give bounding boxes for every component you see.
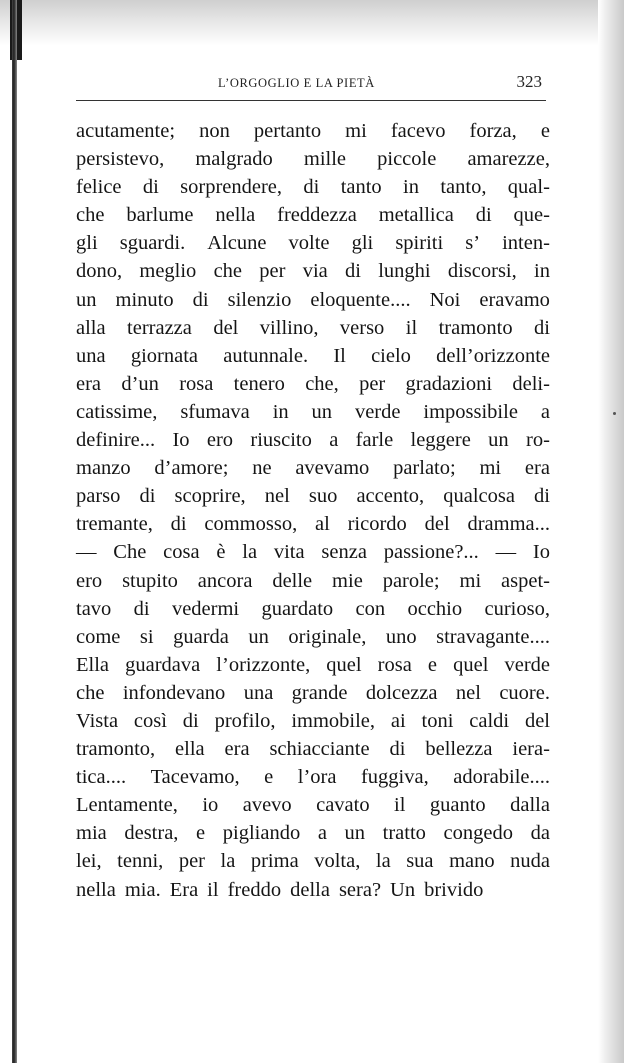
text-line: definire... Io ero riuscito a farle leggere un ro- xyxy=(76,429,550,452)
text-line: tremante, di commosso, al ricordo del dramma... xyxy=(76,513,550,536)
text-line: ero stupito ancora delle mie parole; mi aspet- xyxy=(76,569,550,592)
text-line: dono, meglio che per via di lunghi discorsi, in xyxy=(76,260,550,283)
text-line: — Che cosa è la vita senza passione?... — Io xyxy=(76,541,550,564)
text-line: manzo d’amore; ne avevamo parlato; mi era xyxy=(76,457,550,480)
text-line: persistevo, malgrado mille piccole amarezze, xyxy=(76,148,550,171)
text-line: felice di sorprendere, di tanto in tanto, qual- xyxy=(76,176,550,199)
text-line: che barlume nella freddezza metallica di que- xyxy=(76,204,550,227)
page-number: 323 xyxy=(516,72,542,91)
running-header xyxy=(76,70,546,100)
text-line: parso di scoprire, nel suo accento, qualcosa di xyxy=(76,485,550,508)
scan-speck xyxy=(613,412,616,415)
text-line: era d’un rosa tenero che, per gradazioni deli- xyxy=(76,372,550,395)
text-line: alla terrazza del villino, verso il tramonto di xyxy=(76,316,550,339)
text-line: un minuto di silenzio eloquente.... Noi eravamo xyxy=(76,288,550,311)
text-line: come si guarda un originale, uno stravagante.... xyxy=(76,625,550,648)
text-line: mia destra, e pigliando a un tratto congedo da xyxy=(76,822,550,845)
text-line: tavo di vedermi guardato con occhio curioso, xyxy=(76,597,550,620)
text-line: Lentamente, io avevo cavato il guanto dalla xyxy=(76,794,550,817)
binding-edge xyxy=(12,0,17,1063)
text-line: Vista così di profilo, immobile, ai toni caldi del xyxy=(76,709,550,732)
text-line: tica.... Tacevamo, e l’ora fuggiva, adorabile.... xyxy=(76,766,550,789)
text-line: gli sguardi. Alcune volte gli spiriti s’ inten- xyxy=(76,232,550,255)
running-title: L’ORGOGLIO E LA PIETÀ xyxy=(218,76,375,90)
text-line: che infondevano una grande dolcezza nel cuore. xyxy=(76,681,550,704)
text-line: nella mia. Era il freddo della sera? Un brivido xyxy=(76,878,484,901)
text-line: lei, tenni, per la prima volta, la sua mano nuda xyxy=(76,850,550,873)
text-line: catissime, sfumava in un verde impossibile a xyxy=(76,400,550,423)
text-line: acutamente; non pertanto mi facevo forza, e xyxy=(76,120,550,142)
text-line: tramonto, ella era schiacciante di bellezza iera- xyxy=(76,738,550,761)
body-text xyxy=(76,117,550,904)
text-line: una giornata autunnale. Il cielo dell’orizzonte xyxy=(76,344,550,367)
text-line: Ella guardava l’orizzonte, quel rosa e quel verde xyxy=(76,653,550,676)
scan-shadow-right xyxy=(598,0,624,1063)
header-rule xyxy=(76,100,546,101)
scan-shadow-top xyxy=(0,0,624,46)
